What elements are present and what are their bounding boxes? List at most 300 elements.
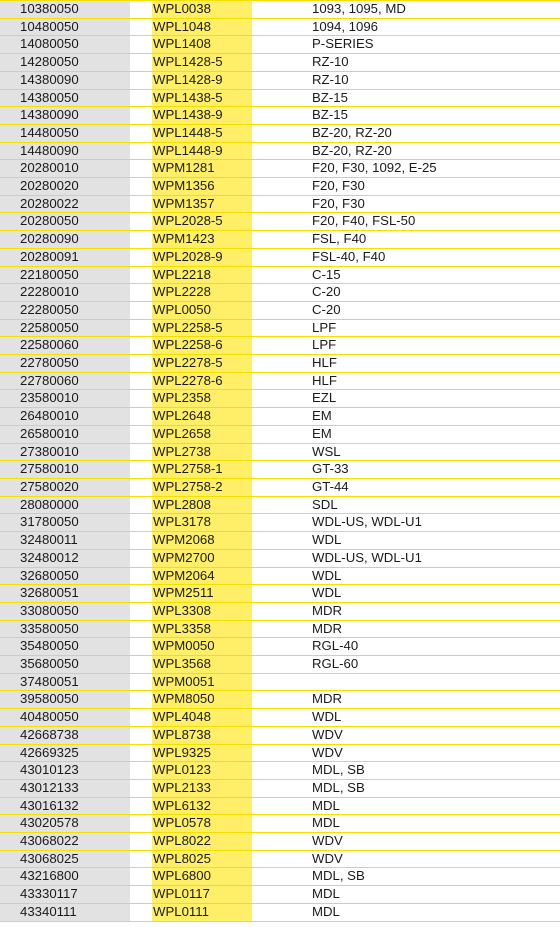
spacer-cell — [252, 567, 312, 585]
spacer-cell — [252, 301, 312, 319]
spacer-cell — [252, 425, 312, 443]
part-number-cell: 35480050 — [0, 638, 130, 656]
spacer-cell — [130, 886, 152, 904]
table-row — [0, 691, 560, 709]
spacer-cell — [130, 496, 152, 514]
applications-cell: F20, F30 — [312, 195, 560, 213]
applications-cell: MDR — [312, 602, 560, 620]
spacer-cell — [130, 195, 152, 213]
part-number-cell: 20280091 — [0, 248, 130, 266]
model-number-cell: WPL2658 — [152, 425, 252, 443]
part-number-cell: 40480050 — [0, 709, 130, 727]
spacer-cell — [252, 478, 312, 496]
table-row — [0, 744, 560, 762]
spacer-cell — [130, 160, 152, 178]
part-number-cell: 22580050 — [0, 319, 130, 337]
spacer-cell — [252, 797, 312, 815]
table-row — [0, 301, 560, 319]
spacer-cell — [130, 178, 152, 196]
part-number-cell: 32480011 — [0, 532, 130, 550]
table-row — [0, 54, 560, 72]
spacer-cell — [252, 160, 312, 178]
model-number-cell: WPL2278-5 — [152, 355, 252, 373]
applications-cell: WDL — [312, 567, 560, 585]
applications-cell — [312, 673, 560, 691]
applications-cell: WSL — [312, 443, 560, 461]
spacer-cell — [252, 319, 312, 337]
spacer-cell — [130, 408, 152, 426]
spacer-cell — [252, 443, 312, 461]
applications-cell: MDL, SB — [312, 762, 560, 780]
spacer-cell — [252, 213, 312, 231]
model-number-cell: WPM2700 — [152, 549, 252, 567]
part-number-cell: 22280010 — [0, 284, 130, 302]
part-number-cell: 39580050 — [0, 691, 130, 709]
table-row — [0, 213, 560, 231]
applications-cell: GT-44 — [312, 478, 560, 496]
table-row — [0, 496, 560, 514]
spacer-cell — [130, 744, 152, 762]
applications-cell: RZ-10 — [312, 54, 560, 72]
applications-cell: WDV — [312, 726, 560, 744]
table-row — [0, 178, 560, 196]
spacer-cell — [252, 124, 312, 142]
spacer-cell — [252, 337, 312, 355]
spacer-cell — [130, 779, 152, 797]
table-row — [0, 585, 560, 603]
applications-cell: MDL, SB — [312, 779, 560, 797]
spacer-cell — [130, 284, 152, 302]
spacer-cell — [252, 691, 312, 709]
spacer-cell — [252, 266, 312, 284]
spacer-cell — [252, 372, 312, 390]
model-number-cell: WPL3358 — [152, 620, 252, 638]
spacer-cell — [252, 602, 312, 620]
table-row — [0, 726, 560, 744]
applications-cell: WDL-US, WDL-U1 — [312, 549, 560, 567]
applications-cell: WDV — [312, 850, 560, 868]
table-row — [0, 372, 560, 390]
part-number-cell: 43020578 — [0, 815, 130, 833]
spacer-cell — [130, 620, 152, 638]
part-number-cell: 37480051 — [0, 673, 130, 691]
applications-cell: MDL — [312, 903, 560, 921]
spacer-cell — [252, 390, 312, 408]
table-row — [0, 620, 560, 638]
applications-cell: RGL-40 — [312, 638, 560, 656]
applications-cell: BZ-20, RZ-20 — [312, 124, 560, 142]
spacer-cell — [130, 248, 152, 266]
part-number-cell: 22280050 — [0, 301, 130, 319]
spacer-cell — [130, 18, 152, 36]
spacer-cell — [252, 886, 312, 904]
applications-cell: FSL-40, F40 — [312, 248, 560, 266]
model-number-cell: WPL2758-1 — [152, 461, 252, 479]
model-number-cell: WPM8050 — [152, 691, 252, 709]
model-number-cell: WPL1408 — [152, 36, 252, 54]
spacer-cell — [130, 691, 152, 709]
part-number-cell: 14380090 — [0, 71, 130, 89]
model-number-cell: WPL2028-9 — [152, 248, 252, 266]
applications-cell: 1093, 1095, MD — [312, 1, 560, 19]
table-row — [0, 425, 560, 443]
spacer-cell — [252, 833, 312, 851]
table-row — [0, 886, 560, 904]
model-number-cell: WPL0123 — [152, 762, 252, 780]
table-row — [0, 337, 560, 355]
model-number-cell: WPL3178 — [152, 514, 252, 532]
part-number-cell: 14480090 — [0, 142, 130, 160]
part-number-cell: 22780050 — [0, 355, 130, 373]
part-number-cell: 33080050 — [0, 602, 130, 620]
table-row — [0, 815, 560, 833]
spacer-cell — [130, 443, 152, 461]
applications-cell: EZL — [312, 390, 560, 408]
applications-cell: EM — [312, 408, 560, 426]
table-row — [0, 142, 560, 160]
spacer-cell — [130, 602, 152, 620]
model-number-cell: WPL1448-9 — [152, 142, 252, 160]
spacer-cell — [130, 71, 152, 89]
applications-cell: HLF — [312, 372, 560, 390]
spacer-cell — [252, 284, 312, 302]
spacer-cell — [130, 231, 152, 249]
part-number-cell: 22580060 — [0, 337, 130, 355]
applications-cell: MDL — [312, 815, 560, 833]
model-number-cell: WPL2228 — [152, 284, 252, 302]
applications-cell: WDL-US, WDL-U1 — [312, 514, 560, 532]
spacer-cell — [252, 89, 312, 107]
part-number-cell: 27380010 — [0, 443, 130, 461]
part-number-cell: 14380050 — [0, 89, 130, 107]
table-row — [0, 107, 560, 125]
applications-cell: RZ-10 — [312, 71, 560, 89]
part-number-cell: 10480050 — [0, 18, 130, 36]
spacer-cell — [252, 355, 312, 373]
spacer-cell — [130, 585, 152, 603]
part-number-cell: 20280022 — [0, 195, 130, 213]
part-number-cell: 27580020 — [0, 478, 130, 496]
applications-cell: WDL — [312, 585, 560, 603]
part-number-cell: 43340111 — [0, 903, 130, 921]
spacer-cell — [252, 549, 312, 567]
applications-cell: SDL — [312, 496, 560, 514]
applications-cell: C-20 — [312, 284, 560, 302]
spacer-cell — [130, 656, 152, 674]
model-number-cell: WPL8025 — [152, 850, 252, 868]
model-number-cell: WPL2218 — [152, 266, 252, 284]
spacer-cell — [130, 372, 152, 390]
applications-cell: FSL, F40 — [312, 231, 560, 249]
applications-cell: LPF — [312, 319, 560, 337]
model-number-cell: WPL0038 — [152, 1, 252, 19]
applications-cell: C-15 — [312, 266, 560, 284]
part-number-cell: 42668738 — [0, 726, 130, 744]
spacer-cell — [130, 319, 152, 337]
table-row — [0, 390, 560, 408]
spacer-cell — [252, 709, 312, 727]
spacer-cell — [130, 36, 152, 54]
model-number-cell: WPM0050 — [152, 638, 252, 656]
table-row — [0, 1, 560, 19]
table-row — [0, 567, 560, 585]
part-number-cell: 32480012 — [0, 549, 130, 567]
spacer-cell — [130, 903, 152, 921]
spacer-cell — [252, 1, 312, 19]
spacer-cell — [130, 833, 152, 851]
part-number-cell: 32680051 — [0, 585, 130, 603]
part-number-cell: 43330117 — [0, 886, 130, 904]
model-number-cell: WPM0051 — [152, 673, 252, 691]
table-row — [0, 478, 560, 496]
part-number-cell: 43016132 — [0, 797, 130, 815]
model-number-cell: WPL4048 — [152, 709, 252, 727]
table-row — [0, 673, 560, 691]
table-row — [0, 779, 560, 797]
model-number-cell: WPL6800 — [152, 868, 252, 886]
spacer-cell — [130, 709, 152, 727]
table-row — [0, 850, 560, 868]
spacer-cell — [252, 178, 312, 196]
table-row — [0, 797, 560, 815]
table-row — [0, 514, 560, 532]
spacer-cell — [130, 266, 152, 284]
spacer-cell — [252, 514, 312, 532]
part-number-cell: 43216800 — [0, 868, 130, 886]
model-number-cell: WPM1423 — [152, 231, 252, 249]
table-row — [0, 868, 560, 886]
spacer-cell — [130, 726, 152, 744]
table-body — [0, 1, 560, 922]
applications-cell: F20, F30, 1092, E-25 — [312, 160, 560, 178]
applications-cell: MDL — [312, 797, 560, 815]
spacer-cell — [130, 514, 152, 532]
part-number-cell: 26480010 — [0, 408, 130, 426]
spacer-cell — [252, 850, 312, 868]
model-number-cell: WPL0578 — [152, 815, 252, 833]
table-row — [0, 833, 560, 851]
model-number-cell: WPL1428-9 — [152, 71, 252, 89]
spacer-cell — [130, 355, 152, 373]
part-number-cell: 22780060 — [0, 372, 130, 390]
model-number-cell: WPM2511 — [152, 585, 252, 603]
spacer-cell — [252, 18, 312, 36]
spacer-cell — [130, 567, 152, 585]
part-number-cell: 31780050 — [0, 514, 130, 532]
applications-cell: BZ-15 — [312, 89, 560, 107]
model-number-cell: WPL2028-5 — [152, 213, 252, 231]
spacer-cell — [130, 107, 152, 125]
table-row — [0, 195, 560, 213]
spacer-cell — [130, 425, 152, 443]
model-number-cell: WPL2258-6 — [152, 337, 252, 355]
model-number-cell: WPL2258-5 — [152, 319, 252, 337]
applications-cell: MDR — [312, 620, 560, 638]
table-row — [0, 124, 560, 142]
applications-cell: WDL — [312, 709, 560, 727]
applications-cell: MDL — [312, 886, 560, 904]
spacer-cell — [130, 532, 152, 550]
spacer-cell — [130, 638, 152, 656]
spacer-cell — [252, 779, 312, 797]
table-row — [0, 248, 560, 266]
table-row — [0, 903, 560, 921]
table-row — [0, 709, 560, 727]
applications-cell: F20, F40, FSL-50 — [312, 213, 560, 231]
applications-cell: BZ-20, RZ-20 — [312, 142, 560, 160]
applications-cell: HLF — [312, 355, 560, 373]
part-number-cell: 14080050 — [0, 36, 130, 54]
applications-cell: MDR — [312, 691, 560, 709]
table-row — [0, 355, 560, 373]
spacer-cell — [130, 89, 152, 107]
table-row — [0, 18, 560, 36]
model-number-cell: WPM1281 — [152, 160, 252, 178]
part-number-cell: 20280020 — [0, 178, 130, 196]
spacer-cell — [130, 815, 152, 833]
applications-cell: BZ-15 — [312, 107, 560, 125]
applications-cell: P-SERIES — [312, 36, 560, 54]
table-row — [0, 762, 560, 780]
spacer-cell — [130, 213, 152, 231]
table-row — [0, 602, 560, 620]
model-number-cell: WPL2278-6 — [152, 372, 252, 390]
part-number-cell: 27580010 — [0, 461, 130, 479]
applications-cell: LPF — [312, 337, 560, 355]
spacer-cell — [252, 496, 312, 514]
applications-cell: RGL-60 — [312, 656, 560, 674]
model-number-cell: WPL6132 — [152, 797, 252, 815]
part-number-cell: 20280010 — [0, 160, 130, 178]
table-row — [0, 284, 560, 302]
part-number-cell: 20280050 — [0, 213, 130, 231]
model-number-cell: WPL1048 — [152, 18, 252, 36]
part-number-cell: 32680050 — [0, 567, 130, 585]
table-row — [0, 532, 560, 550]
spacer-cell — [252, 903, 312, 921]
table-row — [0, 443, 560, 461]
model-number-cell: WPL1448-5 — [152, 124, 252, 142]
spacer-cell — [130, 142, 152, 160]
part-number-cell: 26580010 — [0, 425, 130, 443]
model-number-cell: WPL2133 — [152, 779, 252, 797]
part-number-cell: 22180050 — [0, 266, 130, 284]
table-row — [0, 461, 560, 479]
spacer-cell — [252, 585, 312, 603]
applications-cell: 1094, 1096 — [312, 18, 560, 36]
part-number-cell: 43068022 — [0, 833, 130, 851]
part-number-cell: 10380050 — [0, 1, 130, 19]
table-row — [0, 36, 560, 54]
spacer-cell — [130, 850, 152, 868]
spacer-cell — [252, 54, 312, 72]
model-number-cell: WPM1356 — [152, 178, 252, 196]
spacer-cell — [252, 248, 312, 266]
spacer-cell — [130, 797, 152, 815]
applications-cell: WDL — [312, 532, 560, 550]
model-number-cell: WPL0111 — [152, 903, 252, 921]
spacer-cell — [252, 726, 312, 744]
spacer-cell — [252, 744, 312, 762]
table-row — [0, 71, 560, 89]
spacer-cell — [252, 36, 312, 54]
applications-cell: WDV — [312, 744, 560, 762]
spacer-cell — [130, 673, 152, 691]
part-number-cell: 43012133 — [0, 779, 130, 797]
spacer-cell — [130, 461, 152, 479]
part-number-cell: 43068025 — [0, 850, 130, 868]
spacer-cell — [130, 301, 152, 319]
spacer-cell — [130, 390, 152, 408]
part-number-cell: 43010123 — [0, 762, 130, 780]
table-row — [0, 266, 560, 284]
model-number-cell: WPL8738 — [152, 726, 252, 744]
model-number-cell: WPM2068 — [152, 532, 252, 550]
spacer-cell — [252, 762, 312, 780]
spacer-cell — [252, 638, 312, 656]
model-number-cell: WPM1357 — [152, 195, 252, 213]
applications-cell: GT-33 — [312, 461, 560, 479]
part-number-cell: 42669325 — [0, 744, 130, 762]
spacer-cell — [252, 71, 312, 89]
spacer-cell — [130, 54, 152, 72]
applications-cell: F20, F30 — [312, 178, 560, 196]
model-number-cell: WPL1438-5 — [152, 89, 252, 107]
applications-cell: MDL, SB — [312, 868, 560, 886]
model-number-cell: WPL2738 — [152, 443, 252, 461]
spacer-cell — [252, 656, 312, 674]
model-number-cell: WPL0117 — [152, 886, 252, 904]
model-number-cell: WPM2064 — [152, 567, 252, 585]
model-number-cell: WPL2808 — [152, 496, 252, 514]
model-number-cell: WPL3308 — [152, 602, 252, 620]
spacer-cell — [252, 532, 312, 550]
model-number-cell: WPL9325 — [152, 744, 252, 762]
part-number-cell: 28080000 — [0, 496, 130, 514]
model-number-cell: WPL1428-5 — [152, 54, 252, 72]
spacer-cell — [252, 815, 312, 833]
model-number-cell: WPL1438-9 — [152, 107, 252, 125]
model-number-cell: WPL3568 — [152, 656, 252, 674]
part-number-cell: 33580050 — [0, 620, 130, 638]
model-number-cell: WPL2758-2 — [152, 478, 252, 496]
spacer-cell — [252, 231, 312, 249]
table-row — [0, 160, 560, 178]
applications-cell: WDV — [312, 833, 560, 851]
part-number-cell: 14280050 — [0, 54, 130, 72]
part-number-cell: 20280090 — [0, 231, 130, 249]
spacer-cell — [130, 124, 152, 142]
spacer-cell — [130, 549, 152, 567]
spacer-cell — [130, 478, 152, 496]
table-row — [0, 656, 560, 674]
part-number-cell: 23580010 — [0, 390, 130, 408]
model-number-cell: WPL2358 — [152, 390, 252, 408]
table-row — [0, 549, 560, 567]
table-row — [0, 231, 560, 249]
model-number-cell: WPL8022 — [152, 833, 252, 851]
spacer-cell — [130, 868, 152, 886]
applications-cell: EM — [312, 425, 560, 443]
table-row — [0, 408, 560, 426]
table-row — [0, 319, 560, 337]
part-number-cell: 14480050 — [0, 124, 130, 142]
spacer-cell — [252, 195, 312, 213]
spacer-cell — [130, 337, 152, 355]
spacer-cell — [252, 142, 312, 160]
spacer-cell — [252, 868, 312, 886]
part-number-cell: 14380090 — [0, 107, 130, 125]
